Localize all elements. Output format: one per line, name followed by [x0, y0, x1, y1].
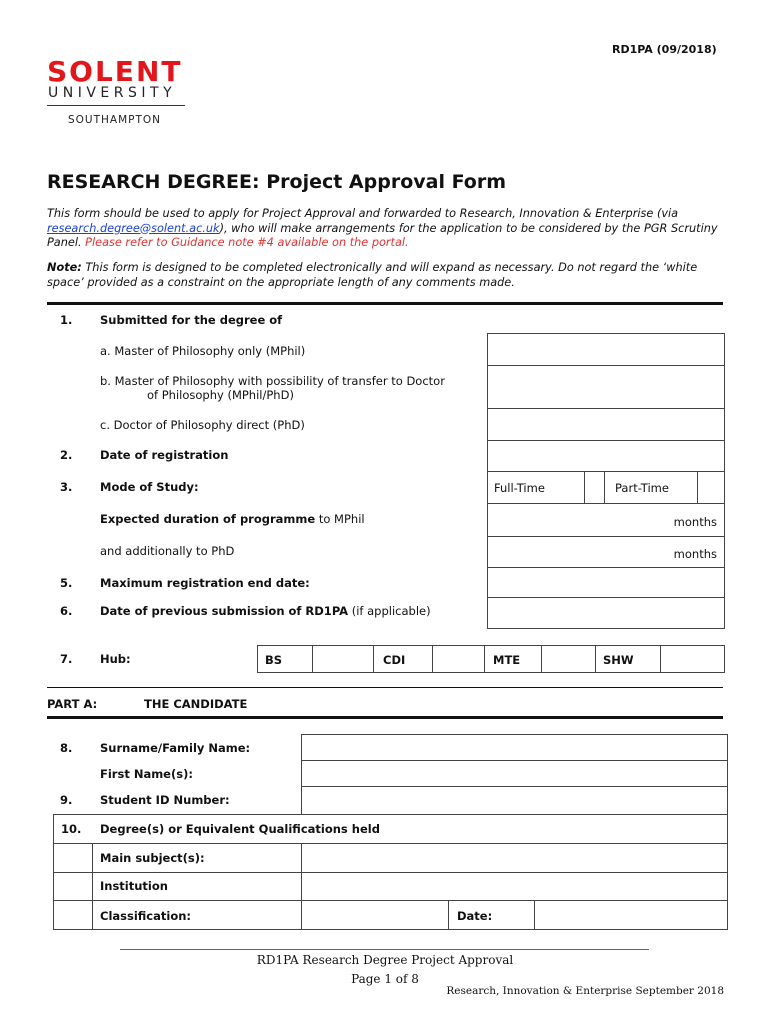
form-code: RD1PA (09/2018) [612, 43, 717, 56]
section8-num: 8. [60, 741, 73, 755]
part-a-divider-top [47, 687, 723, 688]
guidance-note: Please refer to Guidance note #4 available on the portal. [85, 236, 409, 249]
hub-cdi-label: CDI [383, 653, 406, 667]
section3-label: Mode of Study: [100, 480, 199, 494]
note-label: Note: [47, 261, 82, 274]
main-subject-field[interactable] [301, 843, 728, 873]
intro-part2: ), who will make arrangements for the application to be considered by the PGR Scrutiny Panel. [47, 221, 718, 249]
section7-label: Hub: [100, 652, 131, 666]
section2-label: Date of registration [100, 448, 229, 462]
footer-page: Page 1 of 8 [351, 972, 419, 986]
hub-shw-checkbox[interactable] [660, 645, 725, 673]
section10-label: Degree(s) or Equivalent Qualifications held [100, 822, 380, 836]
max-registration-end-field[interactable] [487, 567, 725, 598]
note-body: This form is designed to be completed electronically and will expand as necessary. Do not regard the ‘white space’ provided as a constraint on the appropriate length of any comments made. [47, 261, 698, 289]
section6-num: 6. [60, 604, 73, 618]
registration-date-field[interactable] [487, 440, 725, 472]
email-link[interactable]: research.degree@solent.ac.uk [47, 221, 220, 235]
option-mphil-phd-line1: b. Master of Philosophy with possibility of transfer to Doctor [100, 374, 445, 388]
months-unit-phd: months [673, 547, 717, 561]
hub-mte-label: MTE [493, 653, 521, 667]
degree-mphil-phd-box[interactable] [487, 365, 725, 409]
section6-label-rest: (if applicable) [348, 604, 431, 618]
duration-mphil-field[interactable] [487, 503, 725, 537]
student-id-field[interactable] [301, 786, 728, 815]
option-mphil: a. Master of Philosophy only (MPhil) [100, 344, 306, 358]
section1-num: 1. [60, 313, 73, 327]
classification-field[interactable] [301, 900, 449, 930]
section-divider-top [47, 302, 723, 305]
date-label: Date: [457, 909, 493, 923]
hub-shw-label: SHW [603, 653, 634, 667]
logo-divider [47, 105, 185, 106]
hub-cdi-cell [373, 645, 433, 673]
logo-southampton: SOUTHAMPTON [68, 114, 162, 126]
months-unit-mphil: months [673, 515, 717, 529]
section5-num: 5. [60, 576, 73, 590]
option-phd: c. Doctor of Philosophy direct (PhD) [100, 418, 305, 432]
duration-mphil-label [100, 512, 365, 526]
section7-num: 7. [60, 652, 73, 666]
section1-label: Submitted for the degree of [100, 313, 283, 327]
duration-phd-field[interactable] [487, 536, 725, 568]
full-time-label: Full-Time [494, 481, 545, 495]
hub-bs-checkbox[interactable] [312, 645, 374, 673]
hub-bs-cell [257, 645, 313, 673]
university-logo [47, 55, 189, 130]
part-a-label: PART A: [47, 697, 98, 711]
hub-bs-label: BS [265, 653, 283, 667]
first-name-field[interactable] [301, 760, 728, 787]
institution-label-cell [92, 872, 302, 901]
duration-label-rest: to MPhil [315, 512, 365, 526]
section9-num: 9. [60, 793, 73, 807]
section10-indent-cell-1 [53, 843, 93, 873]
degree-phd-box[interactable] [487, 408, 725, 441]
hub-cdi-checkbox[interactable] [432, 645, 485, 673]
section5-label: Maximum registration end date: [100, 576, 310, 590]
note-text [47, 261, 727, 290]
student-id-label: Student ID Number: [100, 793, 230, 807]
duration-phd-label: and additionally to PhD [100, 544, 235, 558]
first-name-label: First Name(s): [100, 767, 193, 781]
part-time-label: Part-Time [615, 481, 669, 495]
hub-mte-cell [484, 645, 542, 673]
duration-label-bold: Expected duration of programme [100, 512, 316, 526]
part-time-checkbox[interactable] [697, 471, 725, 504]
part-a-divider-bottom [47, 716, 723, 719]
institution-field[interactable] [301, 872, 728, 901]
intro-text [47, 207, 727, 251]
section3-num: 3. [60, 480, 73, 494]
section10-header-row [53, 814, 728, 844]
section10-indent-cell-3 [53, 900, 93, 930]
section6-label-bold: Date of previous submission of RD1PA [100, 604, 349, 618]
section6-label [100, 604, 431, 618]
date-label-cell [448, 900, 535, 930]
logo-solent: SOLENT [47, 55, 183, 88]
full-time-checkbox[interactable] [584, 471, 606, 504]
institution-label: Institution [100, 879, 168, 893]
main-subject-label: Main subject(s): [100, 851, 205, 865]
option-mphil-phd-line2: of Philosophy (MPhil/PhD) [147, 388, 294, 402]
footer-title: RD1PA Research Degree Project Approval [256, 953, 514, 967]
section2-num: 2. [60, 448, 73, 462]
intro-part1: This form should be used to apply for Project Approval and forwarded to Research, Innovation & Enterprise (via [47, 207, 679, 220]
hub-mte-checkbox[interactable] [541, 645, 596, 673]
previous-submission-date-field[interactable] [487, 597, 725, 629]
classification-label-cell [92, 900, 302, 930]
page-title: RESEARCH DEGREE: Project Approval Form [47, 171, 507, 193]
qualification-date-field[interactable] [534, 900, 728, 930]
part-a-title: THE CANDIDATE [144, 697, 248, 711]
degree-mphil-box[interactable] [487, 333, 725, 366]
footer-rule [120, 949, 649, 950]
logo-university: UNIVERSITY [48, 85, 177, 101]
main-subject-label-cell [92, 843, 302, 873]
surname-label: Surname/Family Name: [100, 741, 251, 755]
section10-indent-cell-2 [53, 872, 93, 901]
classification-label: Classification: [100, 909, 192, 923]
section10-num: 10. [61, 822, 82, 836]
hub-shw-cell [595, 645, 661, 673]
surname-field[interactable] [301, 734, 728, 761]
footer-dept: Research, Innovation & Enterprise September 2018 [446, 985, 724, 997]
